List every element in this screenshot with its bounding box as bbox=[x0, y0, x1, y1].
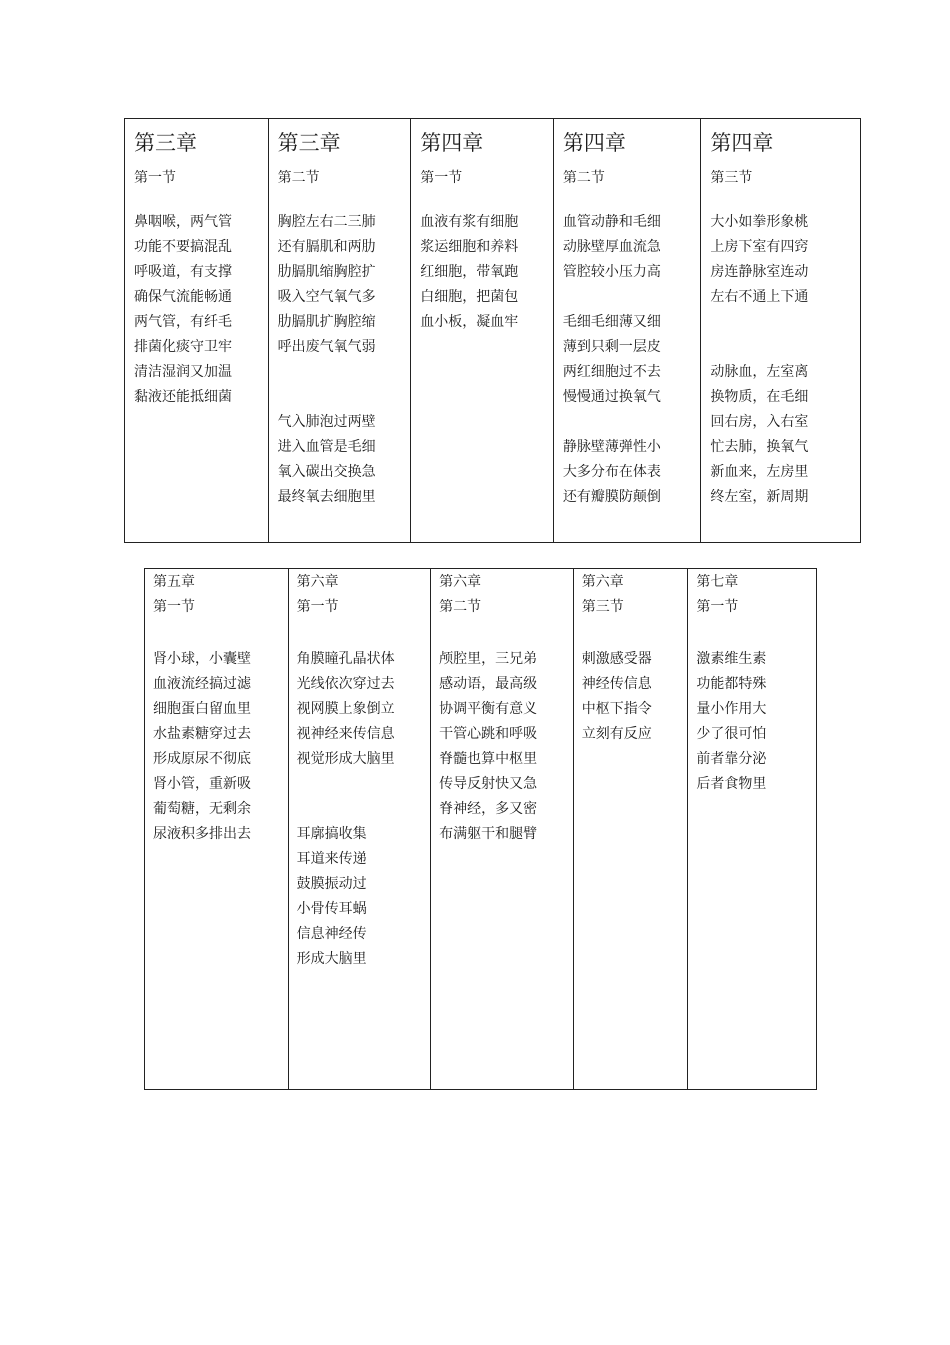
verse-line: 两气管，有纤毛 bbox=[134, 314, 232, 330]
table-cell bbox=[411, 119, 554, 542]
verse-line: 功能都特殊 bbox=[696, 676, 767, 692]
verse-line: 肾小管，重新吸 bbox=[153, 776, 251, 792]
verse-line: 布满躯干和腿臂 bbox=[439, 826, 538, 842]
verse-lines bbox=[710, 210, 860, 510]
verse-line: 确保气流能畅通 bbox=[134, 289, 232, 305]
verse-line: 回右房，入右室 bbox=[710, 414, 809, 430]
verse-lines bbox=[696, 647, 816, 797]
verse-lines bbox=[297, 647, 431, 972]
verse-line: 静脉壁薄弹性小 bbox=[562, 439, 661, 455]
verse-line: 血小板，凝血牢 bbox=[420, 314, 519, 330]
verse-line: 肾小球，小囊壁 bbox=[153, 651, 251, 667]
verse-line: 呼吸道，有支撑 bbox=[134, 264, 232, 280]
verse-line bbox=[563, 410, 701, 435]
verse-line: 鼓膜振动过 bbox=[296, 876, 367, 892]
verse-line: 肋膈肌扩胸腔缩 bbox=[277, 314, 376, 330]
verse-line: 激素维生素 bbox=[696, 651, 767, 667]
table-cell bbox=[701, 119, 860, 542]
verse-line: 中枢下指令 bbox=[581, 701, 652, 717]
verse-line: 干管心跳和呼吸 bbox=[439, 726, 538, 742]
verse-line: 量小作用大 bbox=[696, 701, 767, 717]
verse-line: 神经传信息 bbox=[581, 676, 652, 692]
verse-line: 少了很可怕 bbox=[696, 726, 767, 742]
verse-line: 肋膈肌缩胸腔扩 bbox=[277, 264, 376, 280]
verse-line: 气入肺泡过两壁 bbox=[277, 414, 376, 430]
verse-line: 前者靠分泌 bbox=[696, 751, 767, 767]
verse-line: 忙去肺，换氧气 bbox=[710, 439, 809, 455]
chapter-heading: 第三章 bbox=[134, 131, 197, 155]
verse-line: 水盐素糖穿过去 bbox=[153, 726, 251, 742]
verse-line: 两红细胞过不去 bbox=[562, 364, 661, 380]
verse-line: 刺激感受器 bbox=[581, 651, 652, 667]
verse-line bbox=[563, 285, 701, 310]
chapter-heading: 第五章 bbox=[153, 574, 195, 590]
section-heading: 第二节 bbox=[277, 170, 320, 186]
verse-line: 血液流经搞过滤 bbox=[153, 676, 251, 692]
verse-line: 视神经来传信息 bbox=[296, 726, 395, 742]
verse-line: 耳道来传递 bbox=[296, 851, 367, 867]
verse-line: 小骨传耳蜗 bbox=[296, 901, 367, 917]
verse-line: 颅腔里，三兄弟 bbox=[439, 651, 538, 667]
chapter-heading: 第七章 bbox=[696, 574, 739, 590]
verse-line bbox=[278, 360, 411, 385]
chapter-heading: 第四章 bbox=[420, 131, 484, 155]
verse-lines bbox=[582, 647, 688, 747]
verse-line: 毛细毛细薄又细 bbox=[562, 314, 661, 330]
verse-line: 氧入碳出交换急 bbox=[277, 464, 376, 480]
verse-line: 血管动静和毛细 bbox=[562, 214, 661, 230]
verse-line bbox=[710, 310, 860, 335]
table-cell bbox=[269, 119, 412, 542]
verse-line: 协调平衡有意义 bbox=[439, 701, 538, 717]
section-heading: 第一节 bbox=[134, 170, 176, 186]
verse-line: 还有膈肌和两肋 bbox=[277, 239, 376, 255]
verse-line: 视网膜上象倒立 bbox=[296, 701, 395, 717]
verse-line: 功能不要搞混乱 bbox=[134, 239, 232, 255]
verse-line bbox=[710, 335, 860, 360]
verse-line: 信息神经传 bbox=[296, 926, 367, 942]
verse-line bbox=[278, 385, 411, 410]
verse-line: 脊神经，多又密 bbox=[439, 801, 538, 817]
verse-line: 光线依次穿过去 bbox=[296, 676, 395, 692]
verse-line: 耳廓搞收集 bbox=[296, 826, 367, 842]
chapter-heading: 第三章 bbox=[277, 131, 341, 155]
verse-line bbox=[297, 797, 431, 822]
verse-lines bbox=[153, 647, 288, 847]
verse-line: 胸腔左右二三肺 bbox=[277, 214, 376, 230]
section-heading: 第一节 bbox=[420, 170, 463, 186]
verse-line: 还有瓣膜防颠倒 bbox=[562, 489, 661, 505]
verse-lines bbox=[439, 647, 573, 847]
verse-line: 白细胞，把菌包 bbox=[420, 289, 519, 305]
table-cell bbox=[554, 119, 702, 542]
section-heading: 第三节 bbox=[710, 170, 753, 186]
verse-line: 感动语，最高级 bbox=[439, 676, 538, 692]
verse-lines bbox=[563, 210, 701, 510]
verse-line: 细胞蛋白留血里 bbox=[153, 701, 251, 717]
verse-line: 房连静脉室连动 bbox=[710, 264, 809, 280]
verse-line: 角膜瞳孔晶状体 bbox=[296, 651, 395, 667]
verse-line: 呼出废气氧气弱 bbox=[277, 339, 376, 355]
verse-line: 进入血管是毛细 bbox=[277, 439, 376, 455]
verse-line: 黏液还能抵细菌 bbox=[134, 389, 232, 405]
verse-line: 管腔较小压力高 bbox=[562, 264, 661, 280]
verse-line: 大小如拳形象桃 bbox=[710, 214, 809, 230]
verse-line: 动脉血，左室离 bbox=[710, 364, 809, 380]
verse-line: 浆运细胞和养料 bbox=[420, 239, 519, 255]
verse-line: 大多分布在体表 bbox=[562, 464, 661, 480]
chapter-heading: 第四章 bbox=[710, 131, 774, 155]
verse-line: 最终氧去细胞里 bbox=[277, 489, 376, 505]
verse-line: 视觉形成大脑里 bbox=[296, 751, 395, 767]
verse-line: 左右不通上下通 bbox=[710, 289, 809, 305]
verse-line: 后者食物里 bbox=[696, 776, 767, 792]
verse-line: 鼻咽喉，两气管 bbox=[134, 214, 232, 230]
verse-line: 上房下室有四窍 bbox=[710, 239, 809, 255]
verse-line: 形成原尿不彻底 bbox=[153, 751, 251, 767]
verse-line: 清洁湿润又加温 bbox=[134, 364, 232, 380]
section-heading: 第一节 bbox=[696, 599, 739, 615]
verse-line: 尿液积多排出去 bbox=[153, 826, 251, 842]
verse-line: 换物质，在毛细 bbox=[710, 389, 809, 405]
chapter-heading: 第六章 bbox=[581, 574, 624, 590]
verse-line: 慢慢通过换氧气 bbox=[562, 389, 661, 405]
section-heading: 第三节 bbox=[581, 599, 624, 615]
chapter-table-bottom bbox=[144, 568, 817, 1090]
verse-line: 薄到只剩一层皮 bbox=[562, 339, 661, 355]
table-cell bbox=[574, 569, 689, 1089]
section-heading: 第二节 bbox=[562, 170, 605, 186]
chapter-heading: 第四章 bbox=[562, 131, 626, 155]
verse-line: 终左室，新周期 bbox=[710, 489, 809, 505]
verse-line: 传导反射快又急 bbox=[439, 776, 538, 792]
verse-line: 动脉壁厚血流急 bbox=[562, 239, 661, 255]
verse-line: 形成大脑里 bbox=[296, 951, 367, 967]
verse-line: 吸入空气氧气多 bbox=[277, 289, 376, 305]
verse-lines bbox=[278, 210, 411, 510]
chapter-heading: 第六章 bbox=[439, 574, 482, 590]
chapter-table-top bbox=[124, 118, 861, 543]
verse-line: 排菌化痰守卫牢 bbox=[134, 339, 232, 355]
verse-line: 立刻有反应 bbox=[581, 726, 652, 742]
section-heading: 第一节 bbox=[153, 599, 195, 615]
table-cell bbox=[125, 119, 269, 542]
table-cell bbox=[431, 569, 574, 1089]
table-cell bbox=[289, 569, 432, 1089]
verse-line: 血液有浆有细胞 bbox=[420, 214, 519, 230]
verse-line: 脊髓也算中枢里 bbox=[439, 751, 538, 767]
chapter-heading: 第六章 bbox=[296, 574, 339, 590]
section-heading: 第二节 bbox=[439, 599, 482, 615]
verse-lines bbox=[134, 210, 268, 410]
verse-line: 新血来，左房里 bbox=[710, 464, 809, 480]
verse-line: 红细胞，带氧跑 bbox=[420, 264, 519, 280]
verse-line bbox=[297, 772, 431, 797]
section-heading: 第一节 bbox=[296, 599, 339, 615]
verse-lines bbox=[420, 210, 553, 335]
table-cell bbox=[145, 569, 289, 1089]
table-cell bbox=[688, 569, 816, 1089]
verse-line: 葡萄糖，无剩余 bbox=[153, 801, 251, 817]
